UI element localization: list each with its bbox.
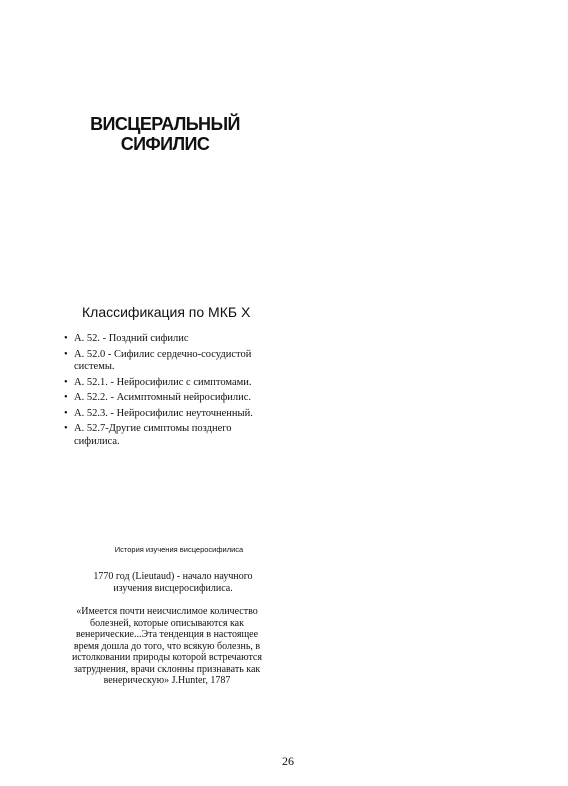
quote-line: истолковании природы которой встречаются [72, 652, 262, 663]
quote-line: венерические...Эта тенденция в настоящее [75, 629, 259, 640]
quote-line: время дошла до того, что всякую болезнь, в [73, 640, 261, 652]
list-item-text: А. 52.3. - Нейросифилис неуточненный. [74, 407, 253, 419]
history-note [78, 571, 268, 594]
list-item [64, 392, 284, 405]
quote-line: венерическую» J.Hunter, 1787 [103, 675, 231, 686]
list-item [64, 377, 284, 390]
title-line-2: СИФИЛИС [120, 134, 210, 154]
page-title [70, 114, 260, 154]
bullet-icon: • [64, 392, 68, 403]
history-heading: История изучения висцеросифилиса [114, 545, 244, 554]
page-number: 26 [282, 754, 294, 768]
quote-line: болезней, которые описываются как [90, 617, 244, 629]
icd-code-list [64, 333, 284, 451]
list-item-text: А. 52.0 - Сифилис сердечно-сосудистой [74, 348, 252, 360]
history-note-line: изучения висцеросифилиса. [113, 582, 233, 594]
quote-line: «Имеется почти неисчислимое количество [76, 606, 258, 617]
list-item [64, 408, 284, 421]
list-item-text: системы. [74, 361, 115, 372]
classification-heading: Классификация по МКБ X [82, 304, 251, 320]
history-note-line: 1770 год (Lieutaud) - начало научного [93, 571, 253, 582]
list-item-text: сифилиса. [74, 435, 120, 447]
bullet-icon: • [64, 333, 68, 344]
bullet-icon: • [64, 376, 68, 388]
title-line-1: ВИСЦЕРАЛЬНЫЙ [90, 114, 240, 134]
list-item-text: А. 52.7-Другие симптомы позднего [74, 423, 232, 434]
bullet-icon: • [64, 423, 68, 434]
list-item-text: А. 52.1. - Нейросифилис с симптомами. [74, 376, 252, 388]
list-item-text: А. 52.2. - Асимптомный нейросифилис. [74, 392, 252, 403]
bullet-icon: • [64, 407, 68, 419]
list-item [64, 423, 284, 448]
quote-line: затруднения, врачи склонны признавать как [73, 663, 261, 675]
bullet-icon: • [64, 348, 68, 360]
hunter-quote [66, 606, 268, 687]
list-item-text: А. 52. - Поздний сифилис [74, 333, 189, 344]
list-item [64, 349, 284, 374]
list-item [64, 333, 284, 346]
